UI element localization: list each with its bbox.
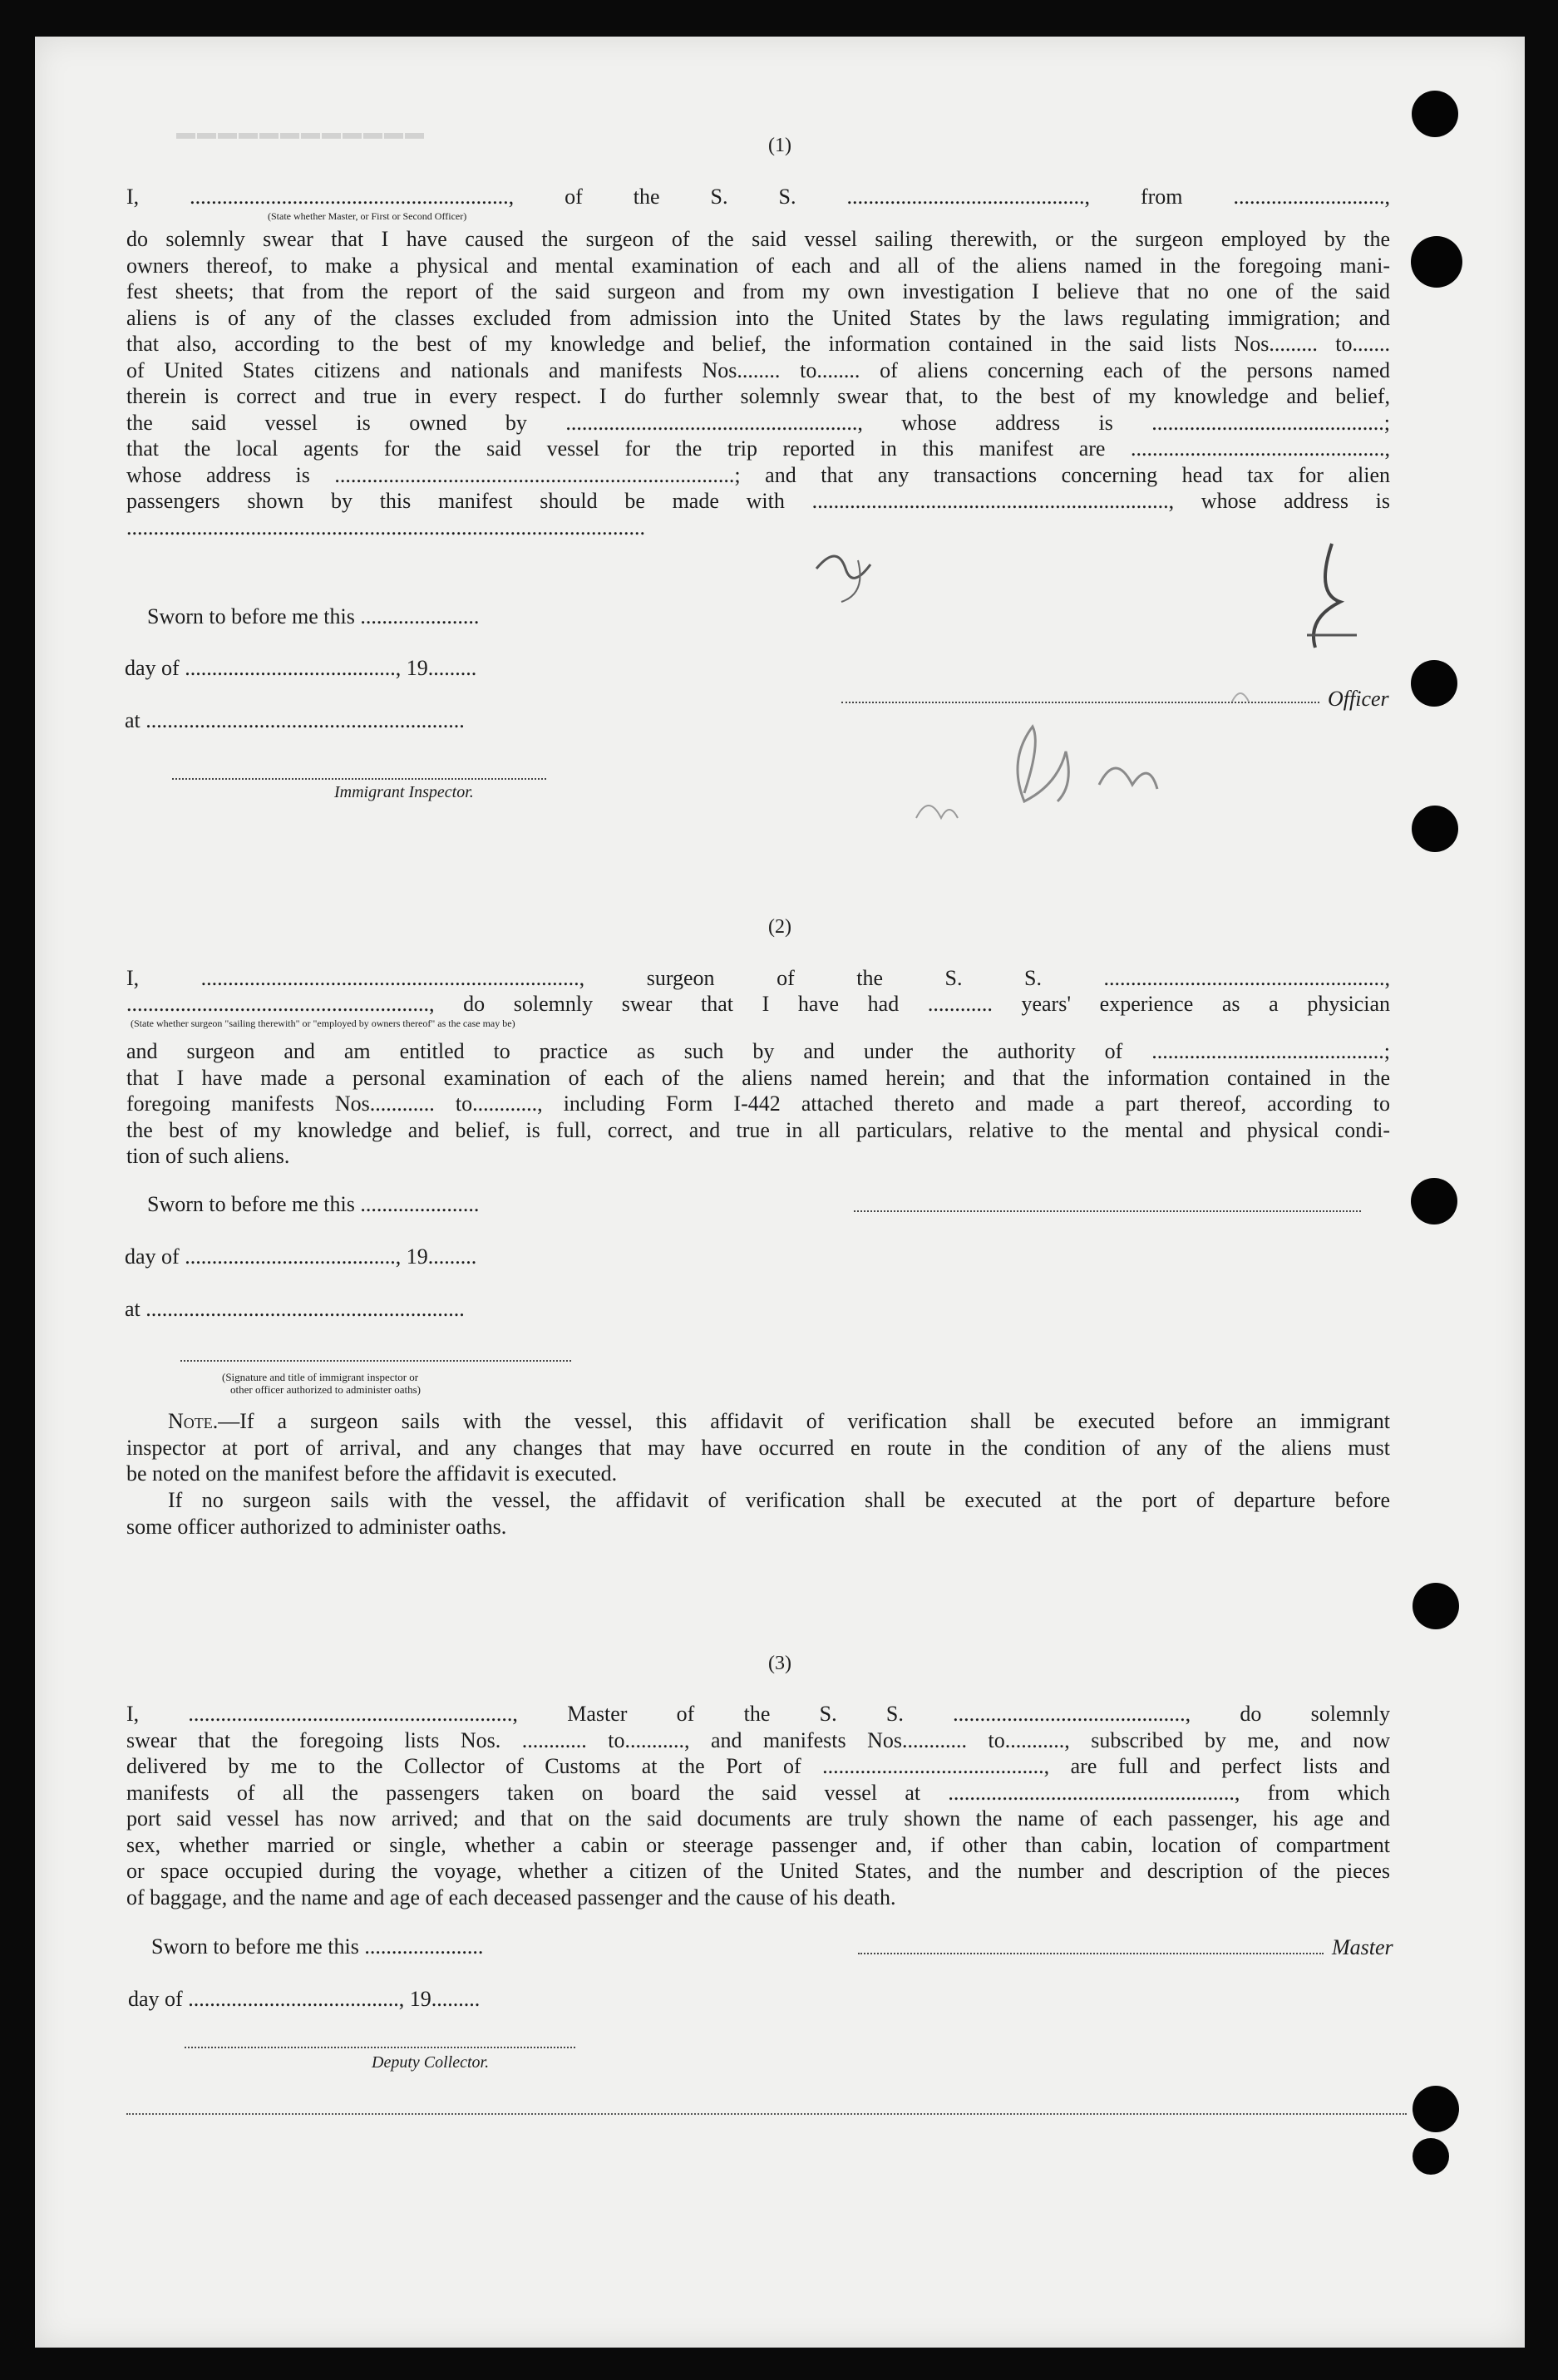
section-2-sworn: Sworn to before me this ...................... bbox=[147, 1192, 480, 1216]
text-row: I, ......................................................................, surgeon of the S. S. ...................................................., bbox=[126, 966, 1390, 990]
punch-hole bbox=[1411, 1178, 1457, 1224]
section-2-line-2 bbox=[126, 992, 1390, 1017]
text-row: aliens is of any of the classes excluded from admission into the United States by the laws regulating immigration; and bbox=[126, 305, 1390, 330]
punch-hole bbox=[1413, 2138, 1449, 2175]
inspector-2-signature-line bbox=[180, 1360, 571, 1362]
master-label: Master bbox=[1332, 1935, 1393, 1959]
text-row: swear that the foregoing lists Nos. ............ to..........., and manifests Nos............ to..........., subscribed by me, and now bbox=[126, 1727, 1390, 1752]
text-row: or space occupied during the voyage, whether a citizen of the United States, and the number and description of the pieces bbox=[126, 1859, 1390, 1883]
note-2-text bbox=[126, 1487, 1390, 1540]
text-row: whose address is ..........................................................................; and that any transactions concerning head tax for alien bbox=[126, 462, 1390, 487]
text-row: therein is correct and true in every respect. I do further solemnly swear that, to the best of my knowledge and belief, bbox=[126, 384, 1390, 408]
section-1-oath-text bbox=[126, 226, 1390, 540]
text-row: sex, whether married or single, whether a cabin or steerage passenger and, if other than cabin, location of compartment bbox=[126, 1832, 1390, 1857]
text-row: owners thereof, to make a physical and mental examination of each and all of the aliens named in the foregoing mani- bbox=[126, 253, 1390, 278]
section-1-line-1 bbox=[126, 185, 1390, 209]
note-text-1: —If a surgeon sails with the vessel, this affidavit of verification shall be executed before an immigrant bbox=[218, 1409, 1390, 1433]
section-2-at: at ........................................................... bbox=[125, 1297, 465, 1321]
section-3-sworn: Sworn to before me this ...................... bbox=[151, 1934, 484, 1959]
note-label: Note. bbox=[168, 1409, 219, 1433]
section-3-day: day of ......................................., 19......... bbox=[128, 1987, 481, 2011]
note-text bbox=[126, 1408, 1390, 1487]
text-row: inspector at port of arrival, and any changes that may have occurred en route in the condition of any of the aliens must bbox=[126, 1435, 1390, 1460]
text-row-last: tion of such aliens. bbox=[126, 1144, 290, 1168]
text-row: and surgeon and am entitled to practice as such by and under the authority of ...........................................; bbox=[126, 1039, 1390, 1063]
text-row-last: some officer authorized to administer oaths. bbox=[126, 1514, 507, 1539]
punch-hole bbox=[1412, 91, 1458, 137]
text-row-last: of baggage, and the name and age of each deceased passenger and the cause of his death. bbox=[126, 1885, 896, 1909]
section-1-day: day of ......................................., 19......... bbox=[125, 656, 477, 680]
text-row bbox=[126, 1408, 1390, 1435]
section-2-line-1 bbox=[126, 966, 1390, 991]
text-row: of United States citizens and nationals and manifests Nos........ to........ of aliens concerning each of the persons named bbox=[126, 357, 1390, 382]
text-row: that the local agents for the said vessel for the trip reported in this manifest are ..............................................., bbox=[126, 436, 1390, 461]
surgeon-signature-line bbox=[854, 1210, 1361, 1212]
section-1-sworn: Sworn to before me this ...................... bbox=[147, 604, 480, 628]
text-row: fest sheets; that from the report of the said surgeon and from my own investigation I believe that no one of the said bbox=[126, 279, 1390, 303]
text-row: do solemnly swear that I have caused the surgeon of the said vessel sailing therewith, or the surgeon employed by the bbox=[126, 227, 1390, 251]
text-row-last: be noted on the manifest before the affidavit is executed. bbox=[126, 1461, 618, 1486]
section-1-number: (1) bbox=[768, 135, 791, 156]
master-signature-line bbox=[858, 1953, 1324, 1954]
section-2-number: (2) bbox=[768, 916, 791, 938]
text-row: the said vessel is owned by ......................................................, whose address is ...........................................; bbox=[126, 410, 1390, 435]
text-row: If no surgeon sails with the vessel, the affidavit of verification shall be executed at the port of departure before bbox=[168, 1488, 1390, 1512]
section-1-at: at ........................................................... bbox=[125, 708, 465, 732]
section-2-line-2-caption: (State whether surgeon "sailing therewith" or "employed by owners thereof" as the case may be) bbox=[131, 1018, 515, 1029]
section-1-line-1-caption: (State whether Master, or First or Second Officer) bbox=[268, 210, 467, 222]
inspector-label: Immigrant Inspector. bbox=[334, 783, 474, 801]
text-row-last: ................................................................................................ bbox=[126, 515, 645, 540]
reverse-show-through: ▬▬▬▬▬▬▬▬▬▬▬▬ bbox=[176, 129, 426, 150]
text-row: that I have made a personal examination of each of the aliens named herein; and that the information contained in the bbox=[126, 1065, 1390, 1090]
section-2-oath-text bbox=[126, 1038, 1390, 1170]
punch-hole bbox=[1413, 2086, 1459, 2132]
text-row: I, ............................................................, Master of the S. S. ..........................................., do solemnly bbox=[126, 1702, 1390, 1726]
text-row: I, ..........................................................., of the S. S. ............................................, from ............................, bbox=[126, 185, 1390, 209]
text-row: that also, according to the best of my knowledge and belief, the information contained in the said lists Nos......... to....... bbox=[126, 332, 1390, 356]
sig-caption-line-2: other officer authorized to administer oaths) bbox=[230, 1383, 421, 1396]
collector-label: Deputy Collector. bbox=[372, 2053, 490, 2072]
section-3-oath-text bbox=[126, 1701, 1390, 1910]
text-row: delivered by me to the Collector of Customs at the Port of ........................................., are full and perfect lists and bbox=[126, 1754, 1390, 1778]
bottom-rule bbox=[126, 2113, 1407, 2115]
text-row: passengers shown by this manifest should be made with .................................................................., whose address is bbox=[126, 489, 1390, 513]
text-row: port said vessel has now arrived; and that on the said documents are truly shown the name of each passenger, his age and bbox=[126, 1806, 1390, 1831]
section-2-day: day of ......................................., 19......... bbox=[125, 1244, 477, 1269]
inspector-signature-line bbox=[172, 778, 546, 780]
manifest-page bbox=[35, 37, 1525, 2348]
collector-signature-line bbox=[185, 2047, 575, 2048]
text-row: the best of my knowledge and belief, is full, correct, and true in all particulars, relative to the mental and physical condi- bbox=[126, 1117, 1390, 1142]
text-row: foregoing manifests Nos............ to............, including Form I-442 attached thereto and made a part thereof, according to bbox=[126, 1091, 1390, 1116]
handwritten-signature-marks bbox=[767, 535, 1432, 934]
sig-caption-line-1: (Signature and title of immigrant inspector or bbox=[222, 1371, 419, 1383]
punch-hole bbox=[1411, 236, 1462, 288]
section-3-number: (3) bbox=[768, 1653, 791, 1674]
punch-hole bbox=[1413, 1583, 1459, 1629]
text-row: ........................................................, do solemnly swear that I have had ............ years' experience as a physician bbox=[126, 992, 1390, 1016]
text-row: manifests of all the passengers taken on board the said vessel at ....................................................., from which bbox=[126, 1780, 1390, 1805]
officer-label: Officer bbox=[1328, 687, 1389, 711]
